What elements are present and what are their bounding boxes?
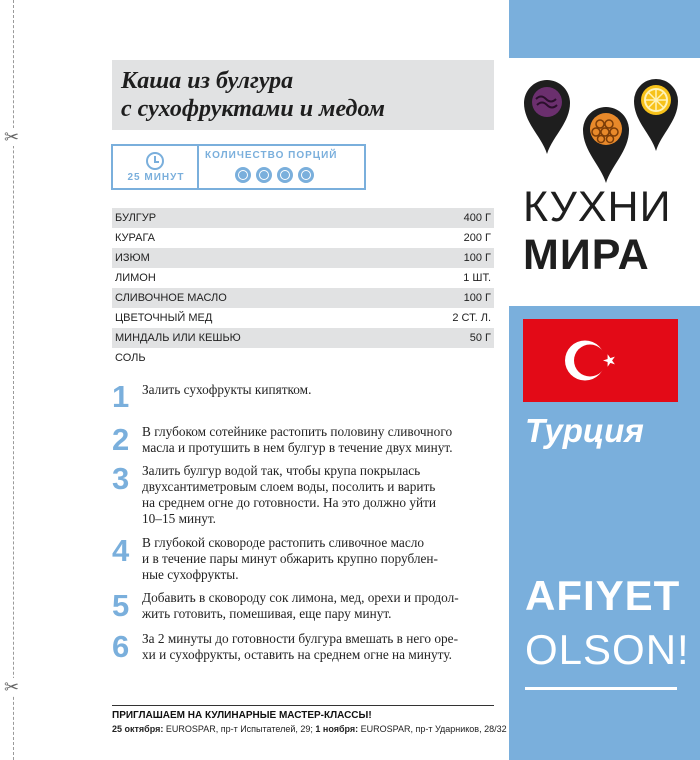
ingredient-amount: 100 Г [463, 252, 491, 264]
greeting-line-2: OLSON! [525, 626, 690, 673]
map-pin-icon [581, 104, 631, 184]
ingredient-name: СЛИВОЧНОЕ МАСЛО [115, 292, 227, 304]
ingredient-row [112, 208, 494, 228]
step-text: Добавить в сковороду сок лимона, мед, орехи и продол- жить готовить, помешивая, еще пару минут. [142, 590, 459, 621]
ingredient-amount: 2 СТ. Л. [452, 312, 491, 324]
ingredient-name: КУРАГА [115, 232, 156, 244]
step-number: 2 [112, 422, 130, 457]
footer-divider [112, 705, 494, 706]
ingredient-row [112, 248, 494, 268]
event-date-2: 1 ноября: [315, 724, 359, 734]
step-number: 1 [112, 379, 130, 414]
ingredient-amount: 50 Г [469, 332, 491, 344]
footer-title: ПРИГЛАШАЕМ НА КУЛИНАРНЫЕ МАСТЕР-КЛАССЫ! [112, 710, 372, 721]
step-text: Залить булгур водой так, чтобы крупа покрылась двухсантиметровым слоем воды, посолить и варить на среднем огне до готовности. На это должно уйти 10–15 минут. [142, 463, 437, 526]
section-title-line-1: КУХНИ [523, 183, 672, 231]
ingredient-row [112, 268, 494, 288]
greeting-underline [525, 687, 677, 690]
sidebar-top-band [509, 0, 700, 58]
turkey-flag-icon [523, 319, 678, 402]
portions-plates [235, 167, 314, 183]
ingredient-name: БУЛГУР [115, 212, 157, 224]
recipe-meta-box [111, 144, 366, 190]
step-text: Залить сухофрукты кипятком. [142, 382, 312, 397]
plate-icon [256, 167, 272, 183]
ingredients-table [112, 208, 494, 368]
event-place-1: EUROSPAR, пр-т Испытателей, 29; [163, 724, 316, 734]
cooking-time: 25 МИНУТ [127, 172, 185, 183]
ingredient-amount: 200 Г [463, 232, 491, 244]
ingredient-name: ИЗЮМ [115, 252, 150, 264]
ingredient-name: ЛИМОН [115, 272, 156, 284]
ingredient-row [112, 288, 494, 308]
step-number: 6 [112, 629, 130, 664]
ingredient-row [112, 308, 494, 328]
map-pin-icon [522, 77, 572, 155]
ingredient-row [112, 228, 494, 248]
cut-line [13, 0, 14, 760]
plate-icon [277, 167, 293, 183]
ingredient-amount: 1 ШТ. [463, 272, 491, 284]
step-number: 5 [112, 588, 130, 623]
recipe-title-line-2: с сухофруктами и медом [121, 96, 385, 122]
scissors-icon: ✂ [4, 677, 20, 697]
map-pin-icon [632, 76, 680, 152]
greeting-line-1: AFIYET [525, 572, 681, 619]
recipe-title-line-1: Каша из булгура [121, 68, 294, 94]
meta-divider [197, 146, 199, 188]
recipe-title [112, 60, 494, 130]
section-title-line-2: МИРА [523, 231, 650, 279]
event-place-2: EUROSPAR, пр-т Ударников, 28/32 [358, 724, 507, 734]
ingredient-row [112, 348, 494, 368]
ingredient-name: СОЛЬ [115, 352, 146, 364]
step-number: 3 [112, 461, 130, 496]
event-date-1: 25 октября: [112, 724, 164, 734]
ingredient-row [112, 328, 494, 348]
clock-icon [146, 152, 164, 170]
country-name: Турция [525, 412, 644, 449]
ingredient-amount: 400 Г [463, 212, 491, 224]
ingredient-name: ЦВЕТОЧНЫЙ МЕД [115, 312, 213, 324]
step-number: 4 [112, 533, 130, 568]
step-text: В глубокой сковороде растопить сливочное масло и в течение пары минут обжарить крупно порублен- ные сухофрукты. [142, 535, 438, 582]
footer-events [112, 724, 507, 734]
ingredient-amount: 100 Г [463, 292, 491, 304]
ingredient-name: МИНДАЛЬ ИЛИ КЕШЬЮ [115, 332, 241, 344]
scissors-icon: ✂ [4, 127, 20, 147]
plate-icon [235, 167, 251, 183]
plate-icon [298, 167, 314, 183]
sidebar [509, 0, 700, 760]
step-text: В глубоком сотейнике растопить половину сливочного масла и протушить в нем булгур в течение двух минут. [142, 424, 453, 455]
step-text: За 2 минуты до готовности булгура вмешать в него оре- хи и сухофрукты, оставить на среднем огне на минуту. [142, 631, 459, 662]
portions-label: КОЛИЧЕСТВО ПОРЦИЙ [205, 150, 338, 161]
